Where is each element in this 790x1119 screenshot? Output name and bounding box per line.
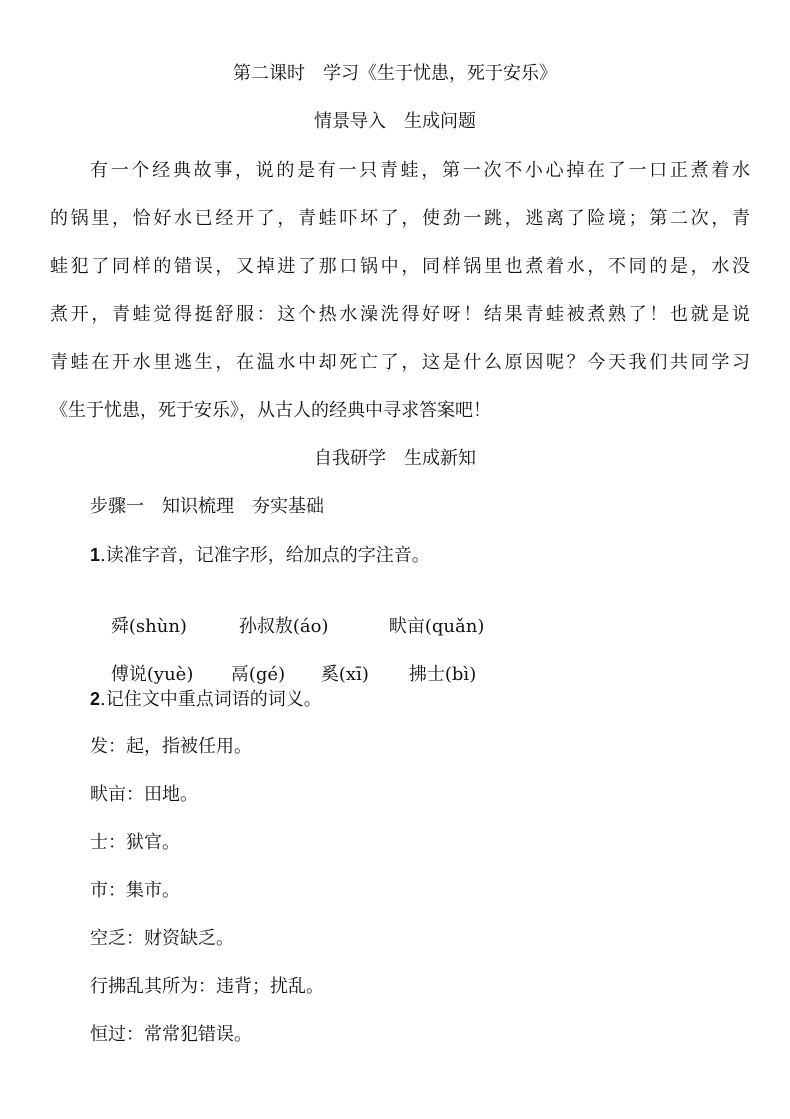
intro-paragraph-line: 蛙犯了同样的错误，又掉进了那口锅中，同样锅里也煮着水，不同的是，水没 [50, 256, 750, 277]
section-heading-intro: 情景导入 生成问题 [314, 111, 476, 132]
intro-paragraph-line: 青蛙在开水里逃生，在温水中却死亡了，这是什么原因呢？今天我们共同学习 [50, 352, 750, 373]
vocab-item: 士：狱官。 [90, 832, 180, 853]
pinyin-item: 奚(xī) [320, 664, 369, 685]
question-text: .记住文中重点词语的词义。 [100, 689, 322, 710]
vocab-item: 市：集市。 [90, 880, 180, 901]
question-text: .读准字音，记准字形，给加点的字注音。 [100, 545, 430, 566]
vocab-item: 空乏：财资缺乏。 [90, 928, 234, 949]
pinyin-item: 傅说(yuè) [110, 664, 194, 685]
step-one-heading: 步骤一 知识梳理 夯实基础 [90, 496, 324, 517]
question-number: 2 [90, 689, 101, 709]
intro-paragraph-line: 煮开，青蛙觉得挺舒服：这个热水澡洗得好呀！结果青蛙被煮熟了！也就是说 [50, 304, 750, 325]
vocab-item: 行拂乱其所为：违背；扰乱。 [90, 976, 324, 997]
question-number: 1 [90, 545, 101, 565]
vocab-item: 发：起，指被任用。 [90, 736, 252, 757]
question-one [90, 543, 750, 568]
pinyin-item: 拂士(bì) [408, 664, 477, 685]
vocab-item: 恒过：常常犯错误。 [90, 1024, 252, 1045]
pinyin-item: 畎亩(quǎn) [388, 616, 485, 637]
lesson-title: 第二课时 学习《生于忧患，死于安乐》 [233, 63, 557, 84]
pinyin-item: 鬲(gé) [230, 664, 286, 685]
question-two [90, 687, 750, 712]
intro-paragraph-line: 的锅里，恰好水已经开了，青蛙吓坏了，使劲一跳，逃离了险境；第二次，青 [50, 208, 750, 229]
vocab-item: 畎亩：田地。 [90, 784, 198, 805]
intro-paragraph-line: 《生于忧患，死于安乐》，从古人的经典中寻求答案吧！ [50, 400, 491, 421]
section-heading-study: 自我研学 生成新知 [314, 448, 476, 469]
intro-paragraph-line: 有一个经典故事，说的是有一只青蛙，第一次不小心掉在了一口正煮着水 [90, 160, 750, 181]
pinyin-item: 孙叔敖(áo) [238, 616, 329, 637]
pinyin-item: 舜(shùn) [110, 616, 187, 637]
